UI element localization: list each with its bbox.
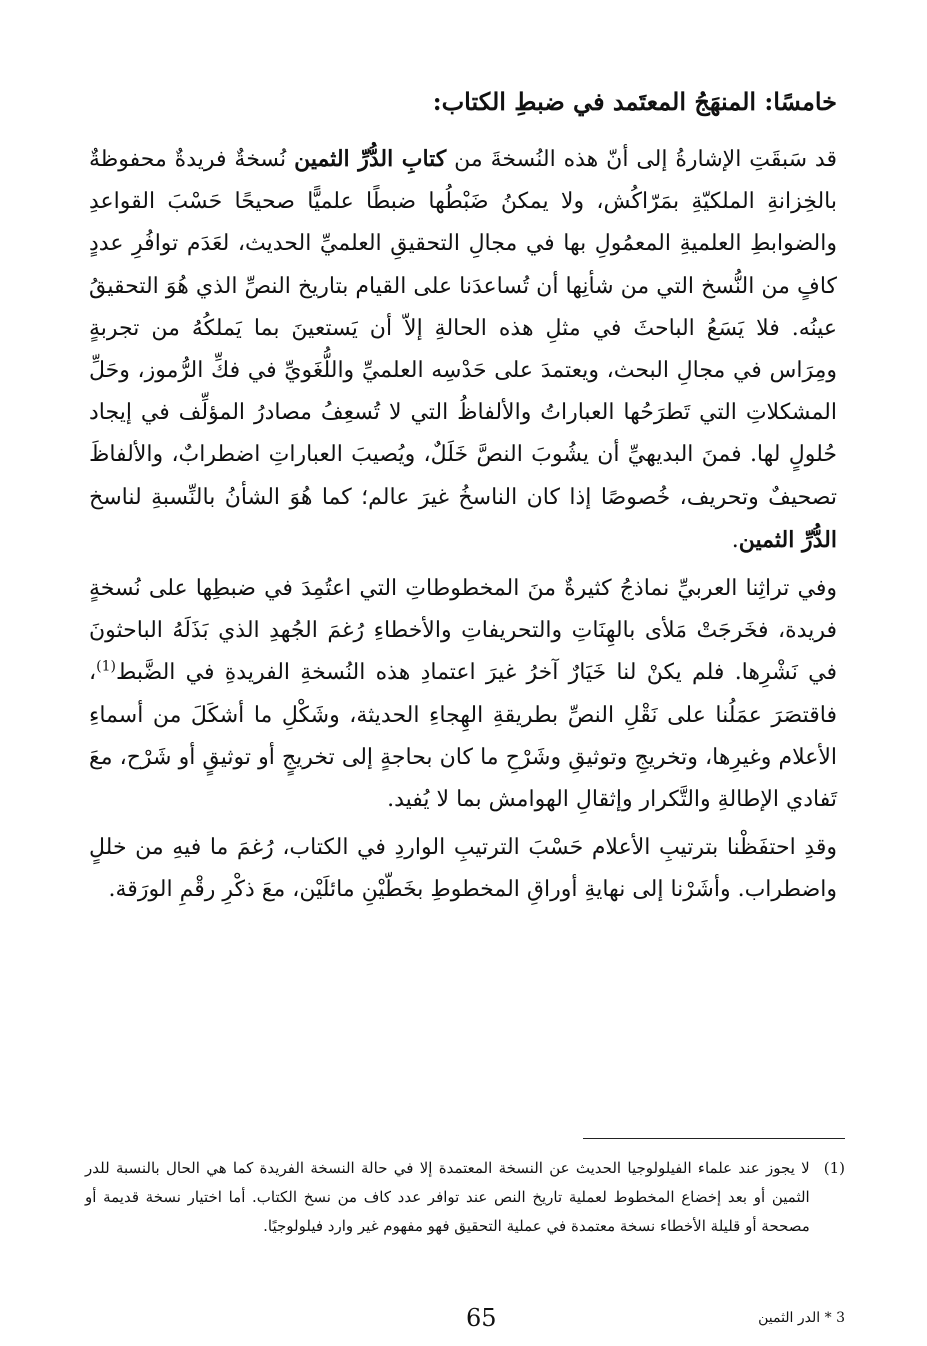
paragraph-1-text-a: قد سَبقَتِ الإشارةُ إلى أنّ هذه النُسخةَ من (446, 147, 837, 172)
page-number: 65 (466, 1304, 497, 1332)
footnote-text: لا يجوز عند علماء الفيلولوجيا الحديث عن النسخة المعتمدة إلا في حالة النسخة الفريدة كما هي الحال بالنسبة للدر الثمين أو بعد إخضاع المخطوط لعملية تاريخ النص عند توافر عدد كاف من نسخ الكتاب. أما اختيار نسخة قديمة أو مصححة أو قليلة الأخطاء نسخة معتمدة في عملية التحقيق فهو مفهوم غير وارد فيلولوجيًا. (85, 1159, 810, 1235)
footnote (85, 1154, 845, 1241)
paragraph-2-text-b: ، فاقتصَرَ عمَلُنا على نَقْلِ النصِّ بطريقةِ الهِجاءِ الحديثة، وشَكْلِ ما أشكَلَ من أسماءِ الأعلام وغيرِها، وتخريجِ وتوثيقِ وشَرْحِ ما كان بحاجةٍ إلى تخريجٍ أو توثيقٍ أو شَرْح، معَ تَفادي الإطالةِ والتَّكرار وإثقالِ الهوامش بما لا يُفيد. (89, 660, 837, 813)
printer-signature: 3 * الدر الثمين (758, 1310, 845, 1326)
footnote-marker: (1) (823, 1159, 845, 1177)
section-heading: خامسًا: المنهَجُ المعتَمد في ضبطِ الكتاب: (432, 87, 837, 116)
book-title-emphasis: كتابِ الدُّرِّ الثمين (294, 146, 447, 172)
footnote-divider (583, 1138, 845, 1139)
paragraph-1-end: . (731, 527, 739, 553)
paragraph-1-text-b: نُسخةٌ فريدةٌ محفوظةٌ بالخِزانةِ الملكيّةِ بمَرّاكُش، ولا يمكنُ ضَبْطُها ضبطًا علميًّا صحيحًا حَسْبَ القواعدِ والضوابطِ العلميةِ المعمُولِ بها في مجالِ التحقيقِ العلميِّ الحديث، لعَدَم توافُرِ عددٍ كافٍ من النُّسخ التي من شأنِها أن تُساعدَنا على القيام بتاريخ النصِّ الذي هُوَ التحقيقُ عينُه. فلا يَسَعُ الباحثَ في مثلِ هذه الحالةِ إلاّ أن يَستعينَ بما يَملكُهُ من تجربةٍ ومِرَاس في مجالِ البحث، ويعتمدَ على حَدْسِه العلميِّ واللُّغَويِّ في فكِّ الرُّموز، وحَلِّ المشكلاتِ التي تَطرَحُها العباراتُ والألفاظُ التي لا تُسعِفُ مصادرُ المؤلِّف في إيجاد حُلولٍ لها. فمنَ البديهيِّ أن يشُوبَ النصَّ خَلَلٌ، ويُصيبَ العباراتِ اضطرابٌ، والألفاظَ تصحيفٌ وتحريف، خُصوصًا إذا كان الناسخُ غيرَ عالم؛ كما هُوَ الشأنُ بالنِّسبةِ لناسخ (89, 147, 838, 510)
paragraph-1 (89, 138, 837, 562)
paragraph-2-text-a: وفي تراثِنا العربيِّ نماذجُ كثيرةٌ منَ المخطوطاتِ التي اعتُمِدَ في ضبطِها على نُسخةٍ فريدة، فخَرجَتْ مَلأى بالهِنَاتِ والتحريفاتِ والأخطاءِ رُغمَ الجُهدِ الذي بَذَلَهُ الباحثونَ في نَشْرِها. فلم يكنْ لنا خَيَارٌ آخرُ غيرَ اعتمادِ هذه النُسخةِ الفريدةِ في الضَّبط (89, 576, 837, 686)
paragraph-3: وقدِ احتفَظْنا بترتيبِ الأعلام حَسْبَ الترتيبِ الواردِ في الكتاب، رُغمَ ما فيهِ من خللٍ واضطراب. وأشَرْنا إلى نهايةِ أوراقِ المخطوطِ بخَطّيْنِ مائلَيْن، معَ ذكْرِ رقْمِ الورَقة. (89, 835, 837, 903)
body-text (89, 138, 837, 912)
paragraph-2 (89, 568, 837, 821)
book-title-emphasis-2: الدُّرِّ الثمين (738, 526, 837, 553)
footnote-reference[interactable]: (1) (96, 659, 116, 676)
